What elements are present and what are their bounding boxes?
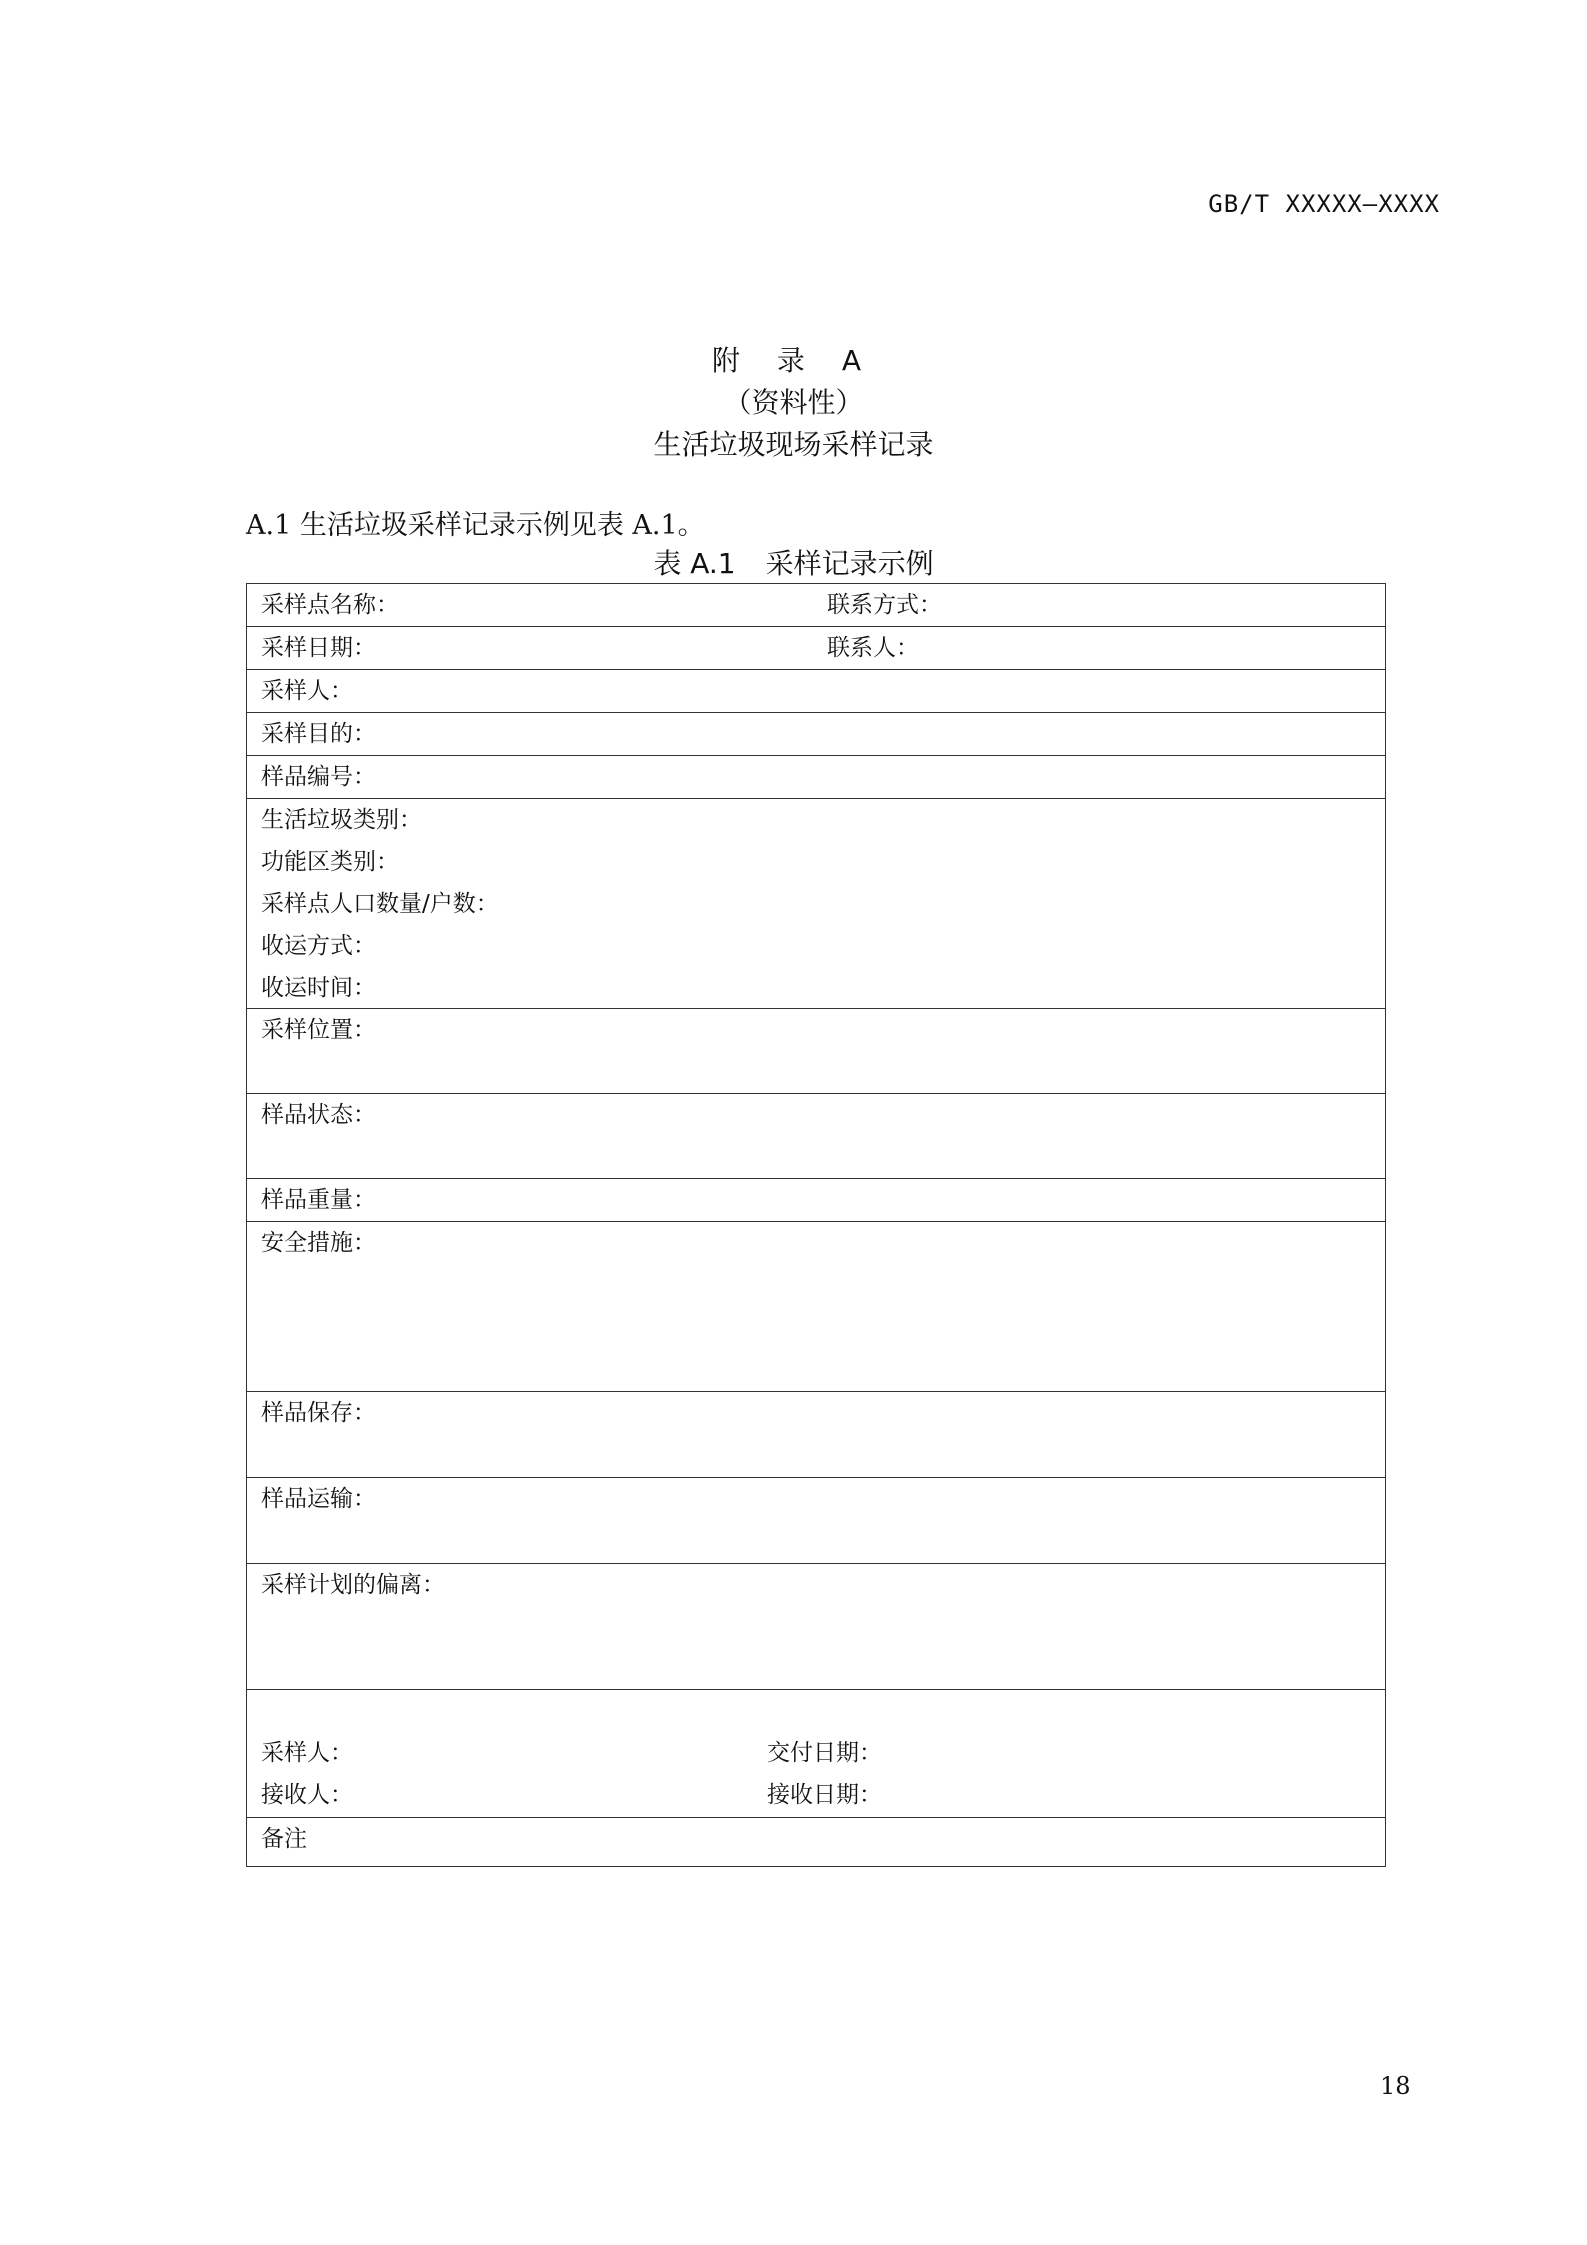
sample-id-label: 样品编号：: [261, 764, 376, 790]
table-row: [247, 627, 1385, 670]
waste-category-label: 生活垃圾类别：: [261, 807, 422, 833]
table-row: [247, 1094, 1385, 1179]
table-row: [247, 799, 1385, 1009]
signature-line-2: [261, 1774, 1385, 1816]
table-row: [247, 1478, 1385, 1564]
sampling-date-label: 采样日期：: [261, 635, 376, 661]
intro-text: A.1 生活垃圾采样记录示例见表 A.1。: [246, 510, 705, 541]
table-row: [247, 756, 1385, 799]
table-row: [247, 1179, 1385, 1222]
zone-category-label: 功能区类别：: [261, 849, 399, 875]
standard-code: GB/T XXXXX—XXXX: [1208, 190, 1440, 218]
table-row: [247, 713, 1385, 756]
receive-date-label: 接收日期：: [767, 1782, 882, 1808]
sampling-record-table: [246, 583, 1386, 1867]
appendix-heading: [0, 340, 1587, 466]
sample-storage-label: 样品保存：: [261, 1400, 376, 1426]
safety-measures-label: 安全措施：: [261, 1230, 376, 1256]
plan-deviation-label: 采样计划的偏离：: [261, 1572, 445, 1598]
remarks-label: 备注: [261, 1826, 307, 1852]
collection-time-label: 收运时间：: [261, 975, 376, 1001]
signature-row: [247, 1690, 1385, 1818]
sample-state-label: 样品状态：: [261, 1102, 376, 1128]
collection-method-label: 收运方式：: [261, 933, 376, 959]
table-row: [247, 1392, 1385, 1478]
population-label: 采样点人口数量/户数：: [261, 891, 499, 917]
site-name-label: 采样点名称：: [261, 592, 399, 618]
signature-sampler-label: 采样人：: [261, 1740, 353, 1766]
table-number: 表 A.1: [653, 547, 736, 580]
contact-person-label: 联系人：: [827, 635, 919, 661]
sampling-location-label: 采样位置：: [261, 1017, 376, 1043]
table-row: [247, 584, 1385, 627]
table-row: [247, 1564, 1385, 1690]
sampler-label: 采样人：: [261, 678, 353, 704]
sample-transport-label: 样品运输：: [261, 1486, 376, 1512]
appendix-subtitle: 生活垃圾现场采样记录: [653, 428, 934, 461]
receiver-label: 接收人：: [261, 1782, 353, 1808]
delivery-date-label: 交付日期：: [767, 1740, 882, 1766]
table-row: [247, 1009, 1385, 1094]
signature-line-1: [261, 1732, 1385, 1774]
purpose-label: 采样目的：: [261, 721, 376, 747]
table-row: [247, 1818, 1385, 1866]
appendix-title: 附 录 A: [712, 344, 875, 377]
contact-method-label: 联系方式：: [827, 592, 942, 618]
sample-weight-label: 样品重量：: [261, 1187, 376, 1213]
table-row: [247, 1222, 1385, 1392]
appendix-type: （资料性）: [723, 386, 864, 419]
page-number: 18: [1380, 2072, 1411, 2100]
table-caption: [0, 542, 1587, 582]
table-row: [247, 670, 1385, 713]
table-title: 采样记录示例: [765, 547, 934, 580]
